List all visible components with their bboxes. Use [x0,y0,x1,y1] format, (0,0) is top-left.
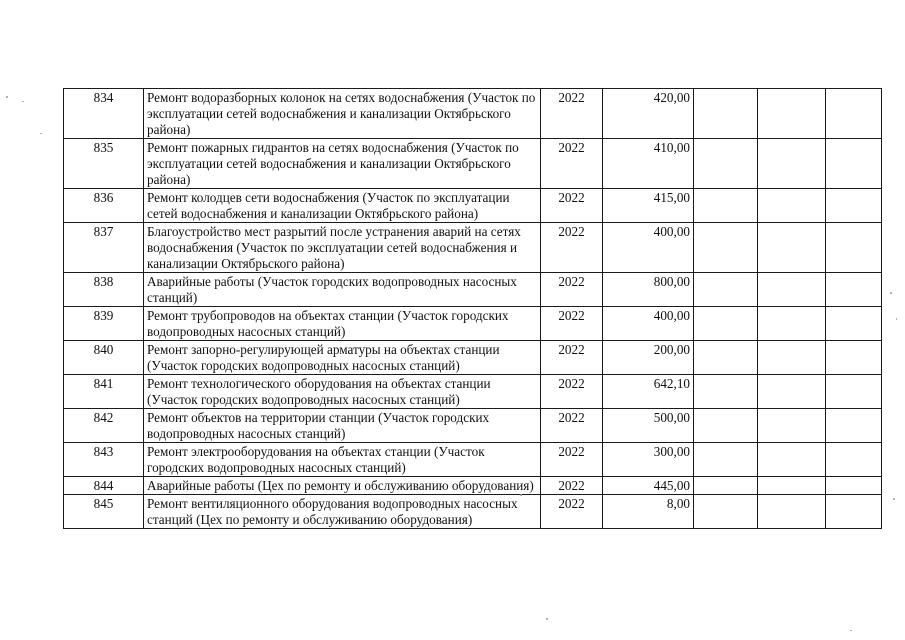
empty-cell [694,189,758,223]
table-row [64,273,882,307]
row-year: 2022 [541,495,603,529]
empty-cell [694,375,758,409]
scan-speck [850,630,852,631]
scan-speck [22,101,24,102]
empty-cell [826,375,882,409]
empty-cell [694,223,758,273]
table-row [64,307,882,341]
scan-speck [6,96,8,98]
row-description: Ремонт вентиляционного оборудования водопроводных насосных станций (Цех по ремонту и обслуживанию оборудования) [144,495,541,529]
row-description: Ремонт колодцев сети водоснабжения (Участок по эксплуатации сетей водоснабжения и канализации Октябрьского района) [144,189,541,223]
scan-speck [890,292,892,294]
empty-cell [826,477,882,495]
empty-cell [826,307,882,341]
row-number: 841 [64,375,144,409]
row-description: Ремонт электрооборудования на объектах станции (Участок городских водопроводных насосных станций) [144,443,541,477]
scan-speck [520,494,522,496]
empty-cell [694,307,758,341]
empty-cell [826,409,882,443]
table-row [64,477,882,495]
scan-speck [896,318,897,320]
empty-cell [758,375,826,409]
empty-cell [694,409,758,443]
empty-cell [758,409,826,443]
empty-cell [826,223,882,273]
row-number: 843 [64,443,144,477]
empty-cell [694,273,758,307]
table-row [64,89,882,139]
table-row [64,443,882,477]
empty-cell [694,495,758,529]
row-amount: 300,00 [603,443,694,477]
row-year: 2022 [541,443,603,477]
row-amount: 642,10 [603,375,694,409]
row-description: Благоустройство мест разрытий после устранения аварий на сетях водоснабжения (Участок по эксплуатации сетей водоснабжения и канализации Октябрьского района) [144,223,541,273]
work-plan-table [63,88,882,529]
row-description: Ремонт технологического оборудования на объектах станции (Участок городских водопроводных насосных станций) [144,375,541,409]
row-number: 834 [64,89,144,139]
empty-cell [826,341,882,375]
empty-cell [758,273,826,307]
table-row [64,341,882,375]
empty-cell [694,89,758,139]
row-number: 844 [64,477,144,495]
scan-speck [893,498,895,500]
row-description: Аварийные работы (Участок городских водопроводных насосных станций) [144,273,541,307]
row-amount: 500,00 [603,409,694,443]
row-amount: 400,00 [603,223,694,273]
empty-cell [758,495,826,529]
empty-cell [826,443,882,477]
table-row [64,189,882,223]
row-amount: 445,00 [603,477,694,495]
row-description: Ремонт водоразборных колонок на сетях водоснабжения (Участок по эксплуатации сетей водоснабжения и канализации Октябрьского района) [144,89,541,139]
empty-cell [826,495,882,529]
empty-cell [758,89,826,139]
row-year: 2022 [541,189,603,223]
row-description: Ремонт запорно-регулирующей арматуры на объектах станции (Участок городских водопроводных насосных станций) [144,341,541,375]
empty-cell [694,139,758,189]
empty-cell [826,189,882,223]
row-year: 2022 [541,273,603,307]
row-description: Аварийные работы (Цех по ремонту и обслуживанию оборудования) [144,477,541,495]
table-row [64,223,882,273]
scan-speck [546,618,548,620]
empty-cell [758,307,826,341]
row-description: Ремонт пожарных гидрантов на сетях водоснабжения (Участок по эксплуатации сетей водоснабжения и канализации Октябрьского района) [144,139,541,189]
row-number: 845 [64,495,144,529]
table-row [64,495,882,529]
empty-cell [758,189,826,223]
row-amount: 410,00 [603,139,694,189]
row-year: 2022 [541,341,603,375]
empty-cell [694,443,758,477]
row-number: 837 [64,223,144,273]
row-number: 839 [64,307,144,341]
empty-cell [758,341,826,375]
row-year: 2022 [541,223,603,273]
row-number: 835 [64,139,144,189]
row-amount: 400,00 [603,307,694,341]
row-number: 842 [64,409,144,443]
row-description: Ремонт трубопроводов на объектах станции (Участок городских водопроводных насосных станций) [144,307,541,341]
empty-cell [826,273,882,307]
empty-cell [758,477,826,495]
empty-cell [694,477,758,495]
row-number: 838 [64,273,144,307]
empty-cell [758,139,826,189]
row-amount: 415,00 [603,189,694,223]
row-year: 2022 [541,89,603,139]
row-number: 836 [64,189,144,223]
row-description: Ремонт объектов на территории станции (Участок городских водопроводных насосных станций) [144,409,541,443]
row-amount: 200,00 [603,341,694,375]
empty-cell [694,341,758,375]
row-amount: 8,00 [603,495,694,529]
row-year: 2022 [541,477,603,495]
row-number: 840 [64,341,144,375]
row-year: 2022 [541,375,603,409]
row-amount: 420,00 [603,89,694,139]
row-year: 2022 [541,409,603,443]
row-amount: 800,00 [603,273,694,307]
empty-cell [758,223,826,273]
row-year: 2022 [541,307,603,341]
row-year: 2022 [541,139,603,189]
table-row [64,139,882,189]
table-row [64,375,882,409]
empty-cell [758,443,826,477]
scan-speck [40,133,42,134]
empty-cell [826,89,882,139]
table-row [64,409,882,443]
empty-cell [826,139,882,189]
